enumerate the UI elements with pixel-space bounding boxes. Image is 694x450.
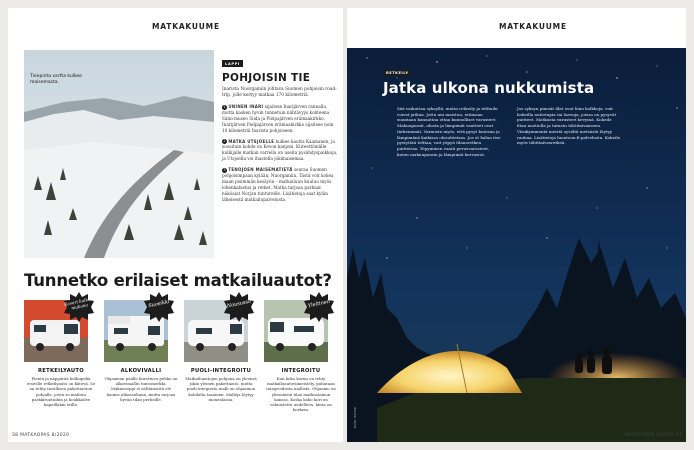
- route-step: [222, 139, 338, 163]
- step-title: TENOJOEN MAISEMATIETÄ: [228, 167, 293, 173]
- badge-label: Suosikki: [147, 298, 171, 310]
- step-number: 3: [223, 167, 226, 172]
- right-column-2: Jos syksyn pimeät illat ovat liian kolkkoja, voit kokeilla autiotupia tai laavuja, joissa on pysyvät puitteet. Matkusta varusteet kevyinä. Kokeile iltaa nuotiolla ja tutustu tähtitaivaaseen. Viisikymmentä metriä syvältä metsästä löytyy rauhaa. Lisätietoja luontoon.fi-palvelusta. Kokeile myös tähtitaivasretkeä.: [517, 106, 621, 146]
- badge-label: Nousussa: [226, 298, 252, 310]
- step-number: 1: [223, 104, 226, 109]
- route-title: POHJOISIN TIE: [222, 72, 311, 84]
- right-page: [347, 8, 686, 442]
- photo-credit: KUVA: ISTOCK: [353, 407, 357, 428]
- left-footer: 38 MATKAOPAS 8/2020: [12, 433, 70, 438]
- section-title: Tunnetko erilaiset matkailuautot?: [24, 271, 332, 290]
- right-kicker: MATKAKUUME: [499, 22, 567, 31]
- van-item: [264, 296, 338, 412]
- right-column-1: Sää vaikuttaa syksyllä, mutta retkeily ja telttailu voivat jatkua. Jotta uni maistuu, erämaan suuntaan kannattaa ottaa kunnolliset varusteet. Makuupussit, alusta ja lämpimät vaatteet ovat tärkeimmät. Varmista myös, että pysyt kuivana ja lämpimänä kaikissa olosuhteissa. Jos et halua itse pystyttää telttaa, voit yöpyä tilausretken puitteissa. Yöpyminen vaatii perusvarusteet, kuten makuupussin ja lämpimät kerrastot.: [397, 106, 501, 157]
- left-page: [8, 8, 343, 442]
- route-lead: Inarista Nuorgamiin johtava Suomen pohjoisin road-trip, jolle kertyy matkaa 170 kilometriä.: [222, 87, 337, 98]
- van-badge: [144, 292, 174, 322]
- van-types: [24, 296, 340, 436]
- van-title: RETKEILYAUTO: [38, 368, 84, 374]
- van-item: [184, 296, 258, 402]
- van-title: PUOLI-INTEGROITU: [190, 368, 252, 374]
- van-text: Ohjaamon päälle kurottuva pehko on alkovimallin tuntomerkki. Makuusoppi ei välttämättä ole kaunis ulkoasultaan, mutta tarjoaa hyvän tilan perheille.: [104, 376, 178, 402]
- step-title: MATKA UTSJOELLE: [228, 138, 275, 144]
- van-badge: [224, 292, 254, 322]
- badge-label: Kaveri kulkee mukana: [63, 296, 94, 311]
- van-text: Pientä ja näppärää kulkupeliä etsiville retkeilyauto on kätevä. Se on tehty tavallisen pakettiauton pohjalle, joten se mahtuu parkkiruutuihin ja koukkailee kapeillakin teillä.: [26, 376, 96, 408]
- route-step: [222, 104, 338, 134]
- van-badge: [64, 292, 94, 322]
- route-article: [222, 50, 338, 203]
- right-title: Jatka ulkona nukkumista: [383, 79, 595, 97]
- route-tag: LAPPI: [222, 60, 243, 67]
- van-title: INTEGROITU: [281, 368, 321, 374]
- van-item: [24, 296, 98, 407]
- route-step: [222, 167, 338, 202]
- left-kicker: MATKAKUUME: [152, 22, 220, 31]
- step-text: sijaitsee Inarijärven rannalla, mutta kasken hyvin tunnetuin nähtävyys kohteena Sámi-museo Siida ja Pielpajärven erämaakirkko. Inarijärven Pielpajärven erämaakirkko sijaitsee noin 10 kilometriä Inarista pohjoiseen.: [222, 104, 334, 133]
- mountain-road-photo: [24, 50, 214, 258]
- van-badge: [304, 292, 334, 322]
- van-item: [104, 296, 178, 402]
- step-text: seuraa Suomen pohjoisimpaan kylään, Nuorgamiin. Tästä voit kokea maan pisimmän kesäyön – matkailuun kuuluu myös lohenkalastus ja retket. Matka tarjoaa parhaat näköalat Norjan tuntureille. Lisätietoja saat kylän läheisestä matkailupalvelusta.: [222, 167, 334, 202]
- right-tag: RETKEILY: [383, 70, 412, 76]
- right-footer: MATKAOPAS 8/2020 37: [624, 433, 682, 438]
- van-text: Kun koko koriin on tehty matkailuautoviimeistely, puhutaan integroidusta mallista. Ohjaamo on yhtenäistä tilaa matkustamon kanssa. Koska koko kori on valmistettu uudelleen, hinta on korkein.: [266, 376, 336, 413]
- step-title: UNINEN INARI: [228, 104, 264, 109]
- van-title: ALKOVIVALLI: [120, 368, 162, 374]
- photo-caption: Tienpinta vartta kulkee maisemasta.: [30, 74, 82, 85]
- night-camping-photo: [347, 48, 686, 442]
- badge-label: Yleltinen: [307, 298, 331, 310]
- step-text: kulkee kautta Kaamanen, ja suosituin kohde on Kevon kanjoni. Kiireettömälle kulkijalle matkan varrella on useita pysähdyspaikkoja, ja Utsjoella voi ihastella jokimaisemaa.: [222, 138, 338, 162]
- van-text: Matkailuautojen pohjana on yleensä jokin yleinen pakettiauto, mutta puoli-integroitu malli on ohjaamon kohdalta tasainen. Malleja löytyy monenlaisia.: [185, 376, 257, 402]
- step-number: 2: [223, 139, 226, 144]
